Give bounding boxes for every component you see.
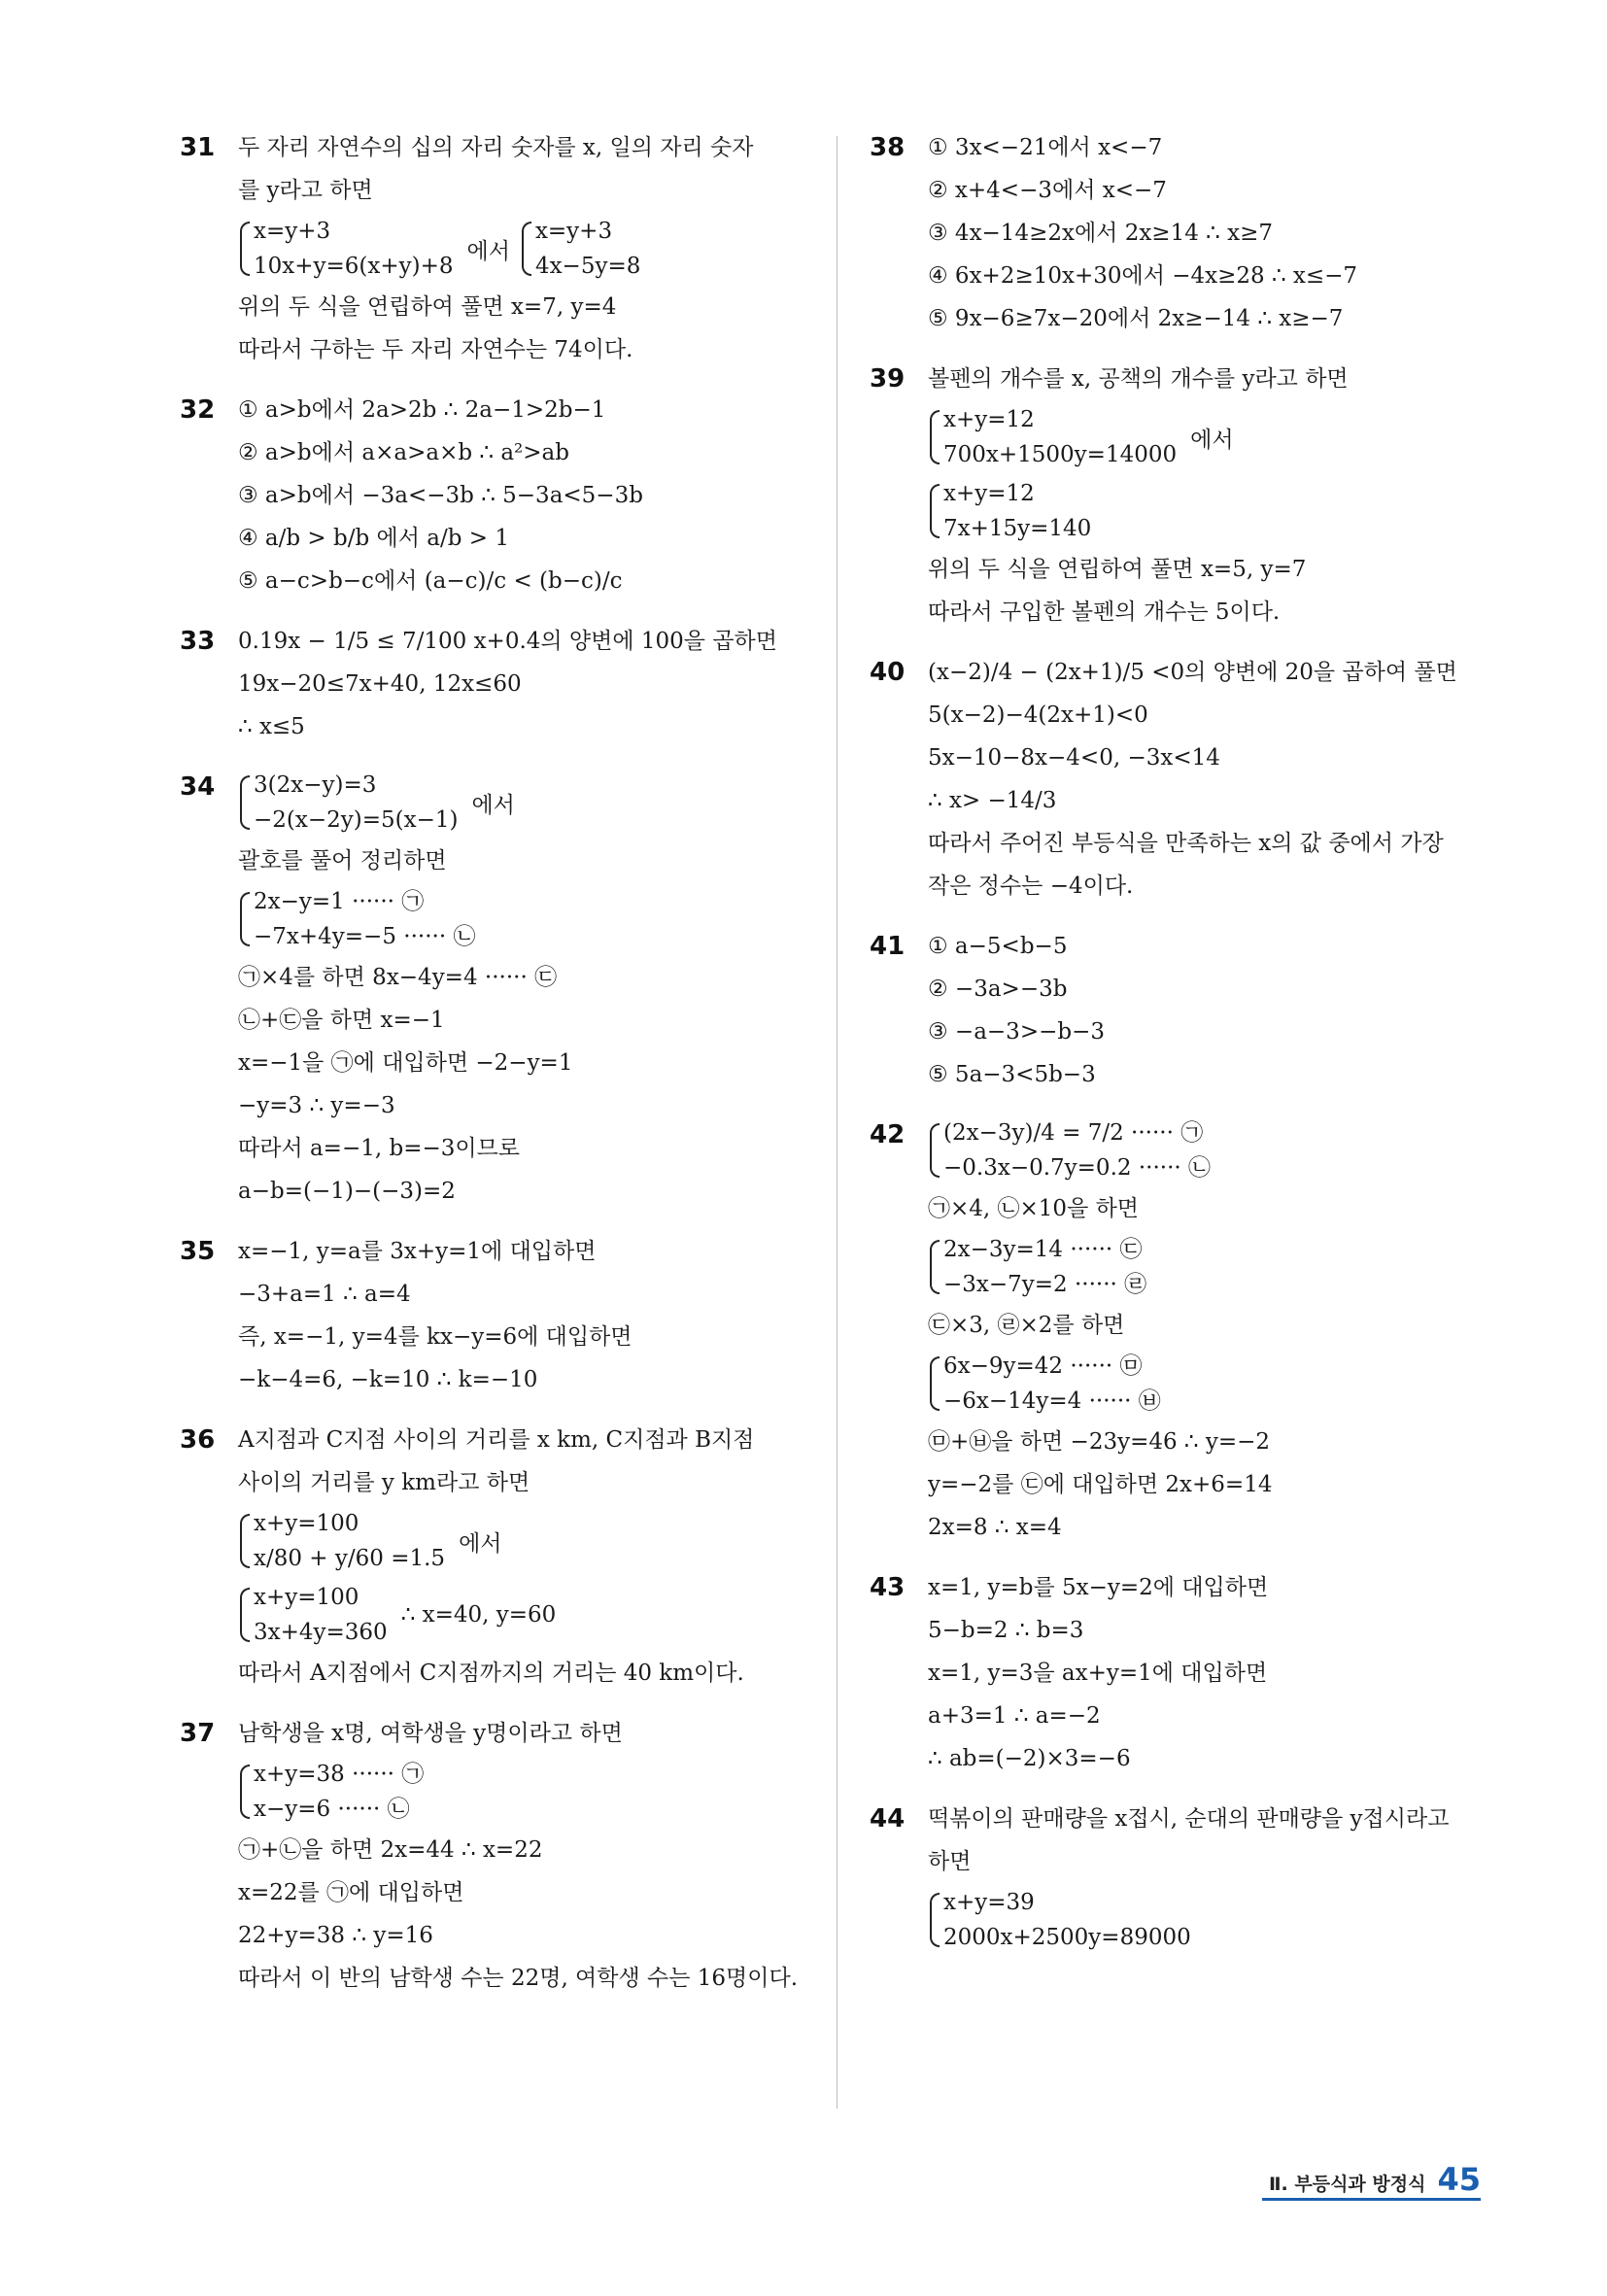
problem-number: 44 [870,1804,906,1833]
solution-line: 따라서 구입한 볼펜의 개수는 5이다. [928,600,1281,625]
solution-line: 따라서 구하는 두 자리 자연수는 74이다. [238,337,633,362]
solution-line: ⑤ 5a−3<5b−3 [928,1062,1096,1087]
solution-line: 위의 두 식을 연립하여 풀면 x=5, y=7 [928,557,1307,582]
solution-line: x=1, y=b를 5x−y=2에 대입하면 [928,1575,1269,1600]
equation-system-row [238,1578,802,1652]
equation-line: x+y=39 [943,1890,1035,1915]
solution-line: A지점과 C지점 사이의 거리를 x km, C지점과 B지점 [238,1427,755,1453]
equation-line: 3(2x−y)=3 [254,772,377,798]
problem-37 [180,1712,802,2000]
problem-number: 42 [870,1120,906,1149]
solution-line: ② a>b에서 a×a>a×b ∴ a²>ab [238,440,569,465]
solution-line: 위의 두 식을 연립하여 풀면 x=7, y=4 [238,294,617,320]
equation-system [238,884,475,954]
solution-line: 즉, x=−1, y=4를 kx−y=6에 대입하면 [238,1324,633,1350]
equation-line: 6x−9y=42 ······ ㉤ [943,1354,1143,1379]
problem-31 [180,126,802,371]
equation-system-row [928,1114,1511,1187]
problem-33 [180,620,802,748]
equation-line: 700x+1500y=14000 [943,442,1178,467]
system-note: 에서 [471,792,515,818]
solution-line: (x−2)/4 − (2x+1)/5 <0의 양변에 20을 곱하여 풀면 [928,660,1457,685]
problem-number: 36 [180,1425,216,1455]
solution-line: −3+a=1 ∴ a=4 [238,1282,411,1307]
equation-system-row [928,474,1511,548]
solution-line: ∴ x> −14/3 [928,788,1057,813]
problem-number: 32 [180,395,216,425]
equation-system [928,402,1177,472]
equation-system-row [238,1755,802,1829]
solution-line: 따라서 주어진 부등식을 만족하는 x의 값 중에서 가장 [928,831,1444,856]
equation-system-row [928,1230,1511,1304]
solution-line: ∴ ab=(−2)×3=−6 [928,1746,1131,1771]
problem-number: 34 [180,772,216,802]
problem-39 [870,358,1511,634]
equation-line: (2x−3y)/4 = 7/2 ······ ㉠ [943,1120,1204,1146]
solution-line: 따라서 A지점에서 C지점까지의 거리는 40 km이다. [238,1661,744,1686]
solution-line: ② −3a>−3b [928,977,1068,1002]
equation-line: 10x+y=6(x+y)+8 [254,254,454,279]
solution-line: 19x−20≤7x+40, 12x≤60 [238,671,522,697]
equation-line: x−y=6 ······ ㉡ [254,1797,410,1822]
solution-line: ③ 4x−14≥2x에서 2x≥14 ∴ x≥7 [928,221,1273,246]
column-divider [837,136,838,2108]
equation-system [238,214,454,284]
problem-42 [870,1114,1511,1549]
solution-line: a−b=(−1)−(−3)=2 [238,1179,456,1204]
equation-system-row [238,882,802,956]
problem-38 [870,126,1511,340]
equation-line: 4x−5y=8 [534,254,641,279]
equation-system [928,1349,1161,1419]
problem-43 [870,1566,1511,1780]
solution-line: 남학생을 x명, 여학생을 y명이라고 하면 [238,1721,623,1746]
problem-35 [180,1230,802,1401]
solution-line: 5x−10−8x−4<0, −3x<14 [928,745,1220,771]
solution-line: 0.19x − 1/5 ≤ 7/100 x+0.4의 양변에 100을 곱하면 [238,629,777,654]
solution-line: 작은 정수는 −4이다. [928,874,1134,899]
equation-line: −2(x−2y)=5(x−1) [254,807,459,833]
solution-line: ㉠×4를 하면 8x−4y=4 ······ ㉢ [238,965,558,990]
equation-line: 7x+15y=140 [943,516,1092,541]
solution-line: x=22를 ㉠에 대입하면 [238,1880,464,1905]
equation-line: x+y=38 ······ ㉠ [254,1762,425,1787]
solution-line: 떡볶이의 판매량을 x접시, 순대의 판매량을 y접시라고 [928,1806,1450,1832]
system-note: 에서 [1190,427,1234,453]
problem-number: 37 [180,1719,216,1748]
solution-line: a+3=1 ∴ a=−2 [928,1703,1101,1729]
solution-line: ④ 6x+2≥10x+30에서 −4x≥28 ∴ x≤−7 [928,263,1358,289]
solution-line: 따라서 a=−1, b=−3이므로 [238,1136,521,1161]
solution-line: ② x+4<−3에서 x<−7 [928,178,1167,203]
solution-line: ⑤ a−c>b−c에서 (a−c)/c < (b−c)/c [238,568,623,594]
equation-line: 2x−3y=14 ······ ㉢ [943,1237,1143,1262]
equation-system [238,1757,424,1827]
problem-number: 40 [870,658,906,687]
problem-number: 35 [180,1237,216,1266]
solution-line: 22+y=38 ∴ y=16 [238,1923,433,1948]
equation-system [928,476,1091,546]
equation-line: 2x−y=1 ······ ㉠ [254,889,425,914]
problem-40 [870,651,1511,908]
left-column [180,126,802,2017]
equation-system-row [928,1883,1511,1957]
equation-line: 2000x+2500y=89000 [943,1925,1191,1950]
equation-line: x/80 + y/60 =1.5 [254,1546,446,1571]
solution-line: ③ −a−3>−b−3 [928,1019,1105,1045]
equation-system [928,1115,1211,1185]
solution-line: 볼펜의 개수를 x, 공책의 개수를 y라고 하면 [928,366,1349,392]
solution-line: x=−1을 ㉠에 대입하면 −2−y=1 [238,1050,573,1076]
solution-line: 5−b=2 ∴ b=3 [928,1618,1084,1643]
problem-34 [180,766,802,1213]
equation-system [928,1885,1191,1955]
solution-line: y=−2를 ㉢에 대입하면 2x+6=14 [928,1472,1273,1497]
solution-line: x=1, y=3을 ax+y=1에 대입하면 [928,1661,1268,1686]
equation-system [238,768,458,838]
system-note: ∴ x=40, y=60 [400,1602,557,1628]
solution-line: ∴ x≤5 [238,714,305,739]
problem-number: 31 [180,133,216,162]
problem-number: 41 [870,932,906,961]
equation-system [238,1580,388,1650]
solution-line: 를 y라고 하면 [238,178,373,203]
problem-44 [870,1798,1511,1957]
equation-line: x+y=100 [254,1511,359,1536]
solution-line: −k−4=6, −k=10 ∴ k=−10 [238,1367,538,1392]
system-note: 에서 [466,238,510,264]
solution-line: 괄호를 풀어 정리하면 [238,848,447,874]
problem-41 [870,925,1511,1096]
solution-line: ㉢×3, ㉣×2를 하면 [928,1313,1125,1338]
solution-line: 사이의 거리를 y km라고 하면 [238,1470,530,1495]
system-note: 에서 [459,1530,502,1557]
equation-line: 3x+4y=360 [254,1620,388,1645]
equation-line: x=y+3 [534,219,613,244]
solution-line: ㉡+㉢을 하면 x=−1 [238,1008,445,1033]
equation-line: x=y+3 [254,219,331,244]
solution-line: ④ a/b > b/b 에서 a/b > 1 [238,526,509,551]
solution-line: x=−1, y=a를 3x+y=1에 대입하면 [238,1239,597,1264]
solution-line: 5(x−2)−4(2x+1)<0 [928,703,1148,728]
equation-line: −6x−14y=4 ······ ㉥ [943,1388,1161,1414]
equation-line: x+y=100 [254,1585,359,1610]
equation-system-row [928,1347,1511,1421]
solution-line: ㉠×4, ㉡×10을 하면 [928,1196,1140,1221]
solution-line: ⑤ 9x−6≥7x−20에서 2x≥−14 ∴ x≥−7 [928,306,1344,331]
solution-line: ① a−5<b−5 [928,934,1068,959]
solution-line: ① a>b에서 2a>2b ∴ 2a−1>2b−1 [238,397,606,423]
equation-line: x+y=12 [943,481,1035,506]
page-number: 45 [1437,2161,1481,2198]
problem-number: 38 [870,133,906,162]
equation-line: −7x+4y=−5 ······ ㉡ [254,924,476,949]
right-column [870,126,1511,1974]
equation-system-row [928,400,1511,474]
problem-number: 43 [870,1573,906,1602]
solution-line: ① 3x<−21에서 x<−7 [928,135,1163,160]
problem-32 [180,389,802,602]
equation-system [238,1506,445,1576]
solution-line: −y=3 ∴ y=−3 [238,1093,395,1118]
chapter-label: Ⅱ. 부등식과 방정식 [1269,2174,1426,2195]
problem-number: 39 [870,364,906,394]
solution-line: ㉠+㉡을 하면 2x=44 ∴ x=22 [238,1837,543,1863]
equation-system [928,1232,1146,1302]
solution-line: 따라서 이 반의 남학생 수는 22명, 여학생 수는 16명이다. [238,1966,799,1991]
equation-system-row [238,1504,802,1578]
equation-line: x+y=12 [943,407,1035,432]
solution-line: 두 자리 자연수의 십의 자리 숫자를 x, 일의 자리 숫자 [238,135,754,160]
footer-rule [1262,2198,1481,2201]
equation-line: −0.3x−0.7y=0.2 ······ ㉡ [943,1155,1212,1181]
equation-system [520,214,640,284]
solution-line: 2x=8 ∴ x=4 [928,1515,1062,1540]
problem-36 [180,1419,802,1695]
equation-system-row [238,212,802,286]
problem-number: 33 [180,627,216,656]
page-footer [1269,2161,1481,2198]
solution-line: 하면 [928,1849,972,1874]
solution-line: ㉤+㉥을 하면 −23y=46 ∴ y=−2 [928,1429,1271,1455]
equation-line: −3x−7y=2 ······ ㉣ [943,1272,1147,1297]
solution-line: ③ a>b에서 −3a<−3b ∴ 5−3a<5−3b [238,483,643,508]
equation-system-row [238,766,802,840]
